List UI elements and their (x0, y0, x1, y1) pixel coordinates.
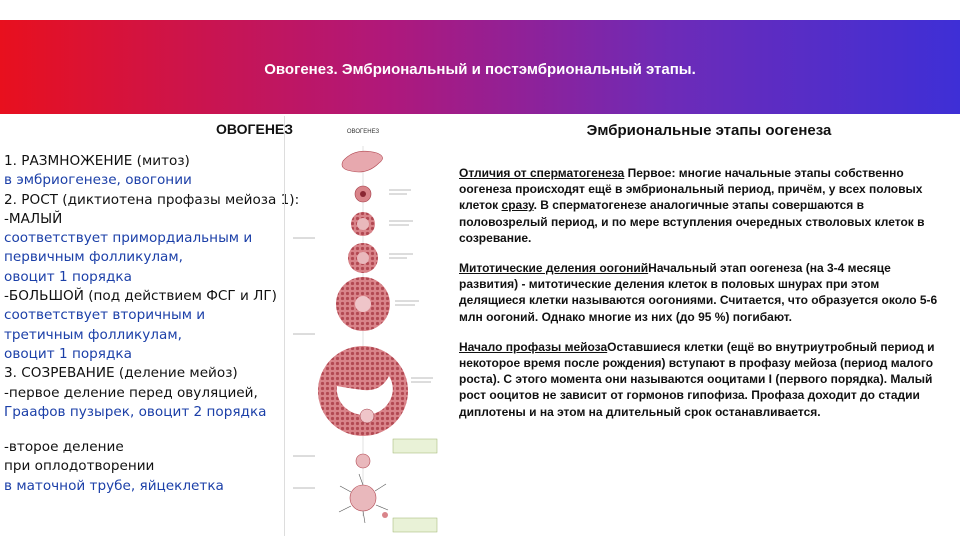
left-line: 2. РОСТ (диктиотена профазы мейоза 1): (4, 191, 300, 208)
fertilization-cell (350, 485, 376, 511)
ovary-shape (342, 151, 383, 172)
right-heading: Эмбриональные этапы оогенеза (586, 122, 832, 139)
left-line: овоцит 1 порядка (4, 268, 132, 285)
green-note-box (393, 439, 437, 453)
left-line: -первое деление перед овуляцией, (4, 384, 258, 401)
oogenesis-illustration (285, 116, 448, 536)
left-line: в эмбриогенезе, овогонии (4, 172, 192, 189)
left-line: в маточной трубе, яйцеклетка (4, 477, 224, 494)
left-line: овоцит 1 порядка (4, 345, 132, 362)
paragraph-meiosis (459, 339, 949, 420)
oogenesis-diagram (284, 116, 448, 536)
paragraph-lead: Митотические деления оогоний (459, 261, 649, 276)
green-note-box (393, 518, 437, 532)
left-line: 1. РАЗМНОЖЕНИЕ (митоз) (4, 153, 190, 169)
underlined-word: сразу (501, 198, 534, 213)
spacer (4, 422, 299, 438)
left-lines (4, 152, 299, 496)
left-line: 3. СОЗРЕВАНИЕ (деление мейоз) (4, 365, 238, 382)
ovulated-oocyte (356, 454, 370, 468)
paragraph-text: Начальный этап оогенеза (на 3-4 месяце развития) - митотические деления клеток в половых шнурах при этом делящиеся клетки называются оогониями. Считается, что образуется около 5-6 млн оогоний. Однако многие из них (до 95 %) погибают. (459, 261, 938, 324)
paragraph-text: . В сперматогенезе аналогичные этапы совершаются в половозрелый период, и по мере вступления очередных стволовых клеток в созревание. (459, 198, 925, 245)
left-line: третичным фолликулам, (4, 326, 182, 343)
slide-title: Овогенез. Эмбриональный и постэмбриональный этапы. (264, 60, 696, 78)
left-line: соответствует вторичным и (4, 307, 206, 324)
left-line: -второе деление (4, 439, 124, 456)
left-text-column (4, 118, 314, 534)
right-text-column (459, 122, 949, 434)
paragraph-lead: Начало профазы мейоза (459, 339, 608, 354)
left-line: соответствует примордиальным и (4, 230, 253, 247)
paragraph-text: Оставшиеся клетки (ещё во внутриутробный период и некоторое время после рождения) вступают в профазу мейоза (период малого роста). С этого момента они называются ооцитами I (первого порядка). Малый рост ооцитов не зависит от гормонов гипофиза. Профаза доходит до стадии диплотены и на этом на длительный срок останавливается. (459, 339, 935, 419)
paragraph-text: Первое: многие начальные этапы собственно оогенеза происходят ещё в эмбриональный период, причём, у всех половых клеток (459, 166, 923, 213)
paragraph-mitosis (459, 260, 949, 325)
left-heading: ОВОГЕНЕЗ (216, 121, 294, 137)
left-line: -МАЛЫЙ (4, 210, 63, 227)
paragraph-differences (459, 165, 949, 246)
paragraph-lead: Отличия от сперматогенеза (459, 166, 625, 180)
left-line: при оплодотворении (4, 458, 155, 475)
left-line: -БОЛЬШОЙ (под действием ФСГ и ЛГ) (4, 288, 277, 305)
diagram-title: ОВОГЕНЕЗ (346, 129, 380, 135)
left-line: Граафов пузырек, овоцит 2 порядка (4, 403, 267, 420)
title-banner (0, 20, 960, 114)
left-line: первичным фолликулам, (4, 249, 183, 266)
